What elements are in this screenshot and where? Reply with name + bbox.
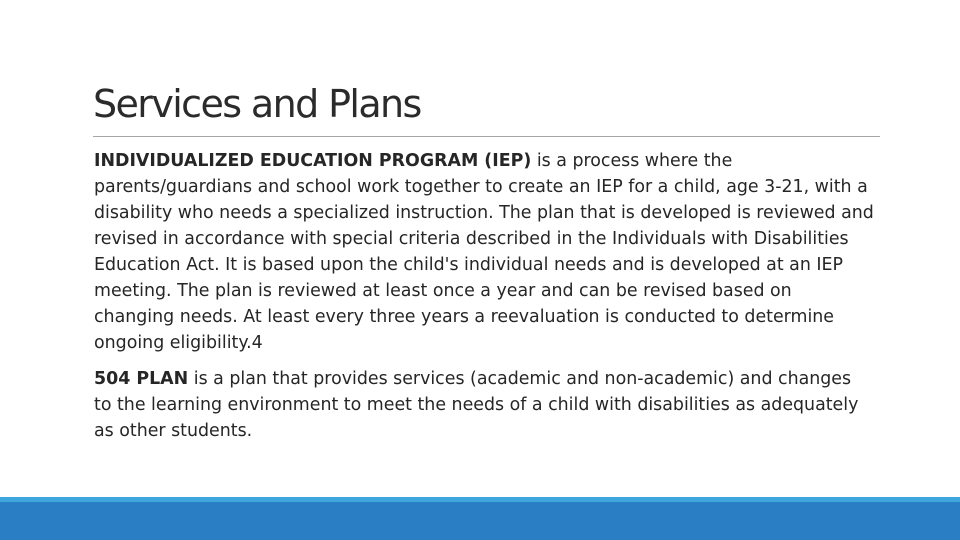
paragraph-504-text: is a plan that provides services (academic and non-academic) and changes to the learning environment to meet the needs of a child with disabilities as adequately as other students. [94,369,859,441]
slide-body [94,148,874,444]
term-iep: INDIVIDUALIZED EDUCATION PROGRAM (IEP) [94,151,532,171]
slide-title: Services and Plans [93,82,421,126]
title-divider [93,136,880,137]
paragraph-iep [94,148,874,356]
term-504-plan: 504 PLAN [94,369,189,389]
paragraph-iep-text: is a process where the parents/guardians and school work together to create an IEP for a child, age 3-21, with a disability who needs a specialized instruction. The plan that is developed is reviewed and revised in accordance with special criteria described in the Individuals with Disabilities Education Act. It is based upon the child's individual needs and is developed at an IEP meeting. The plan is reviewed at least once a year and can be revised based on changing needs. At least every three years a reevaluation is conducted to determine ongoing eligibility.4 [94,151,874,353]
paragraph-504 [94,366,874,444]
footer-accent-bar [0,502,960,540]
